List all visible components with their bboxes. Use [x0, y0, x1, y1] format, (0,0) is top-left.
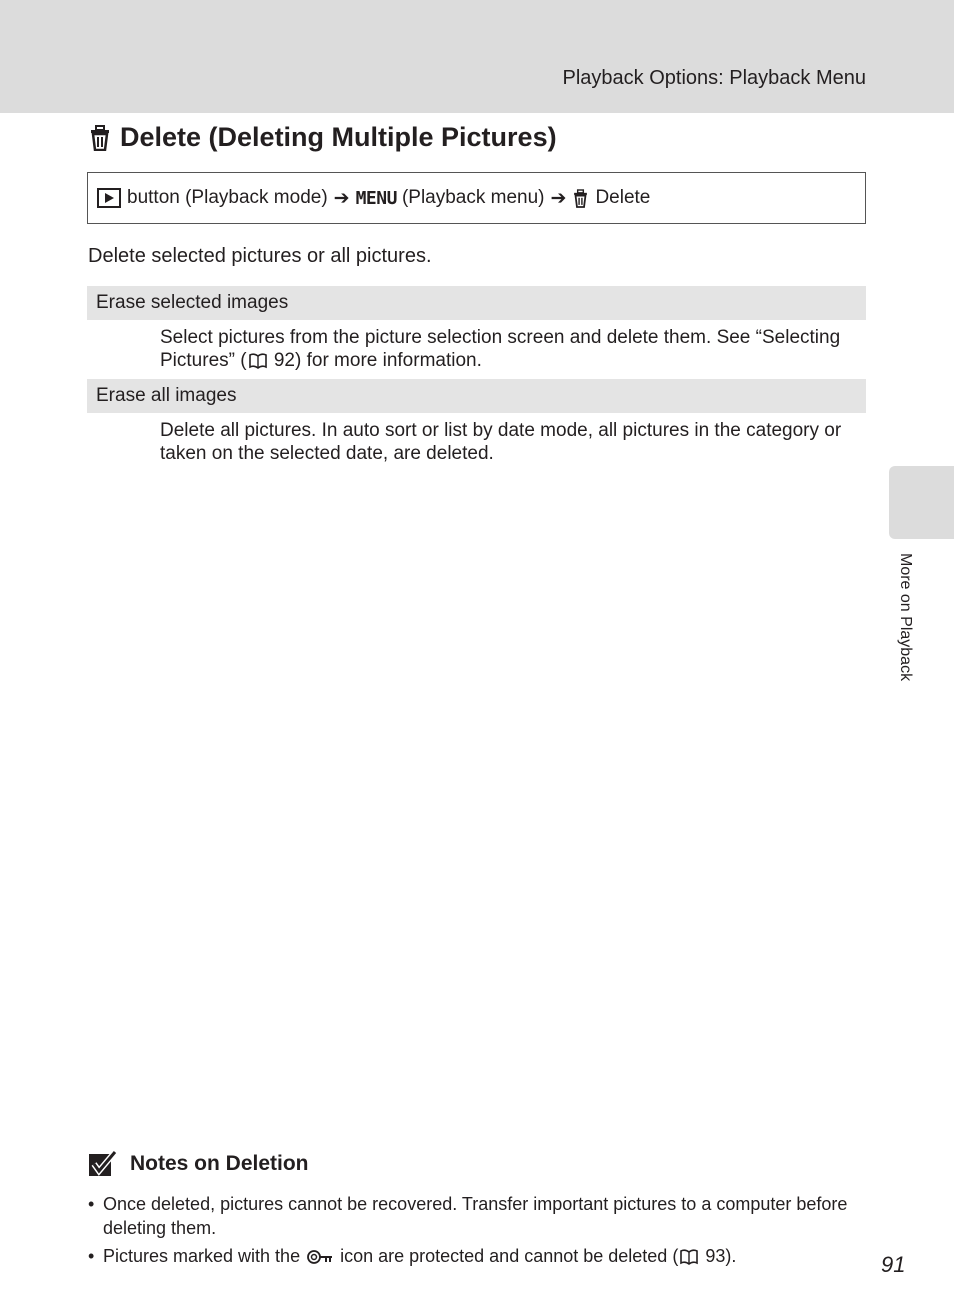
bullet-marker: • [88, 1194, 95, 1214]
option-erase-all [87, 379, 866, 413]
protect-key-icon [307, 1249, 333, 1265]
bullet-text: Pictures marked with the icon are protected and cannot be deleted ( 93). [103, 1246, 737, 1266]
page-title-text: Delete (Deleting Multiple Pictures) [120, 122, 557, 152]
arrow-icon: ➔ [333, 187, 350, 209]
option-erase-selected [87, 286, 866, 320]
menu-button-label: MENU [355, 187, 397, 209]
intro-text: Delete selected pictures or all pictures. [88, 245, 432, 267]
trash-icon [572, 189, 589, 208]
option-label: Erase selected images [96, 292, 289, 313]
trash-icon [88, 125, 112, 151]
playback-button-label: button (Playback mode) [127, 187, 328, 208]
notes-title: Notes on Deletion [130, 1152, 309, 1175]
option-label: Erase all images [96, 385, 237, 406]
notes-heading [88, 1150, 309, 1178]
section-title: Playback Options: Playback Menu [562, 67, 866, 89]
playback-button-icon [97, 188, 121, 208]
reference-book-icon [249, 353, 267, 369]
bullet-text: Once deleted, pictures cannot be recovered. Transfer important pictures to a computer before deleting them. [103, 1194, 848, 1238]
option-description: Delete all pictures. In auto sort or list by date mode, all pictures in the category or taken on the selected date, are deleted. [160, 420, 842, 464]
arrow-icon: ➔ [550, 187, 567, 209]
bullet-marker: • [88, 1246, 95, 1266]
option-description: Select pictures from the picture selection screen and delete them. See “Selecting Pictures” ( 92) for more information. [160, 327, 841, 371]
reference-book-icon [680, 1249, 698, 1265]
page-number: 91 [881, 1252, 906, 1277]
side-tab-label: More on Playback [897, 553, 914, 682]
navigation-path [87, 172, 866, 224]
header-band [0, 0, 954, 113]
caution-check-icon [88, 1150, 118, 1178]
playback-menu-label: (Playback menu) [401, 187, 545, 208]
list-item [88, 1244, 848, 1268]
list-item [88, 1192, 848, 1240]
delete-label: Delete [595, 187, 651, 208]
side-tab [889, 466, 954, 539]
page-title [88, 122, 557, 153]
